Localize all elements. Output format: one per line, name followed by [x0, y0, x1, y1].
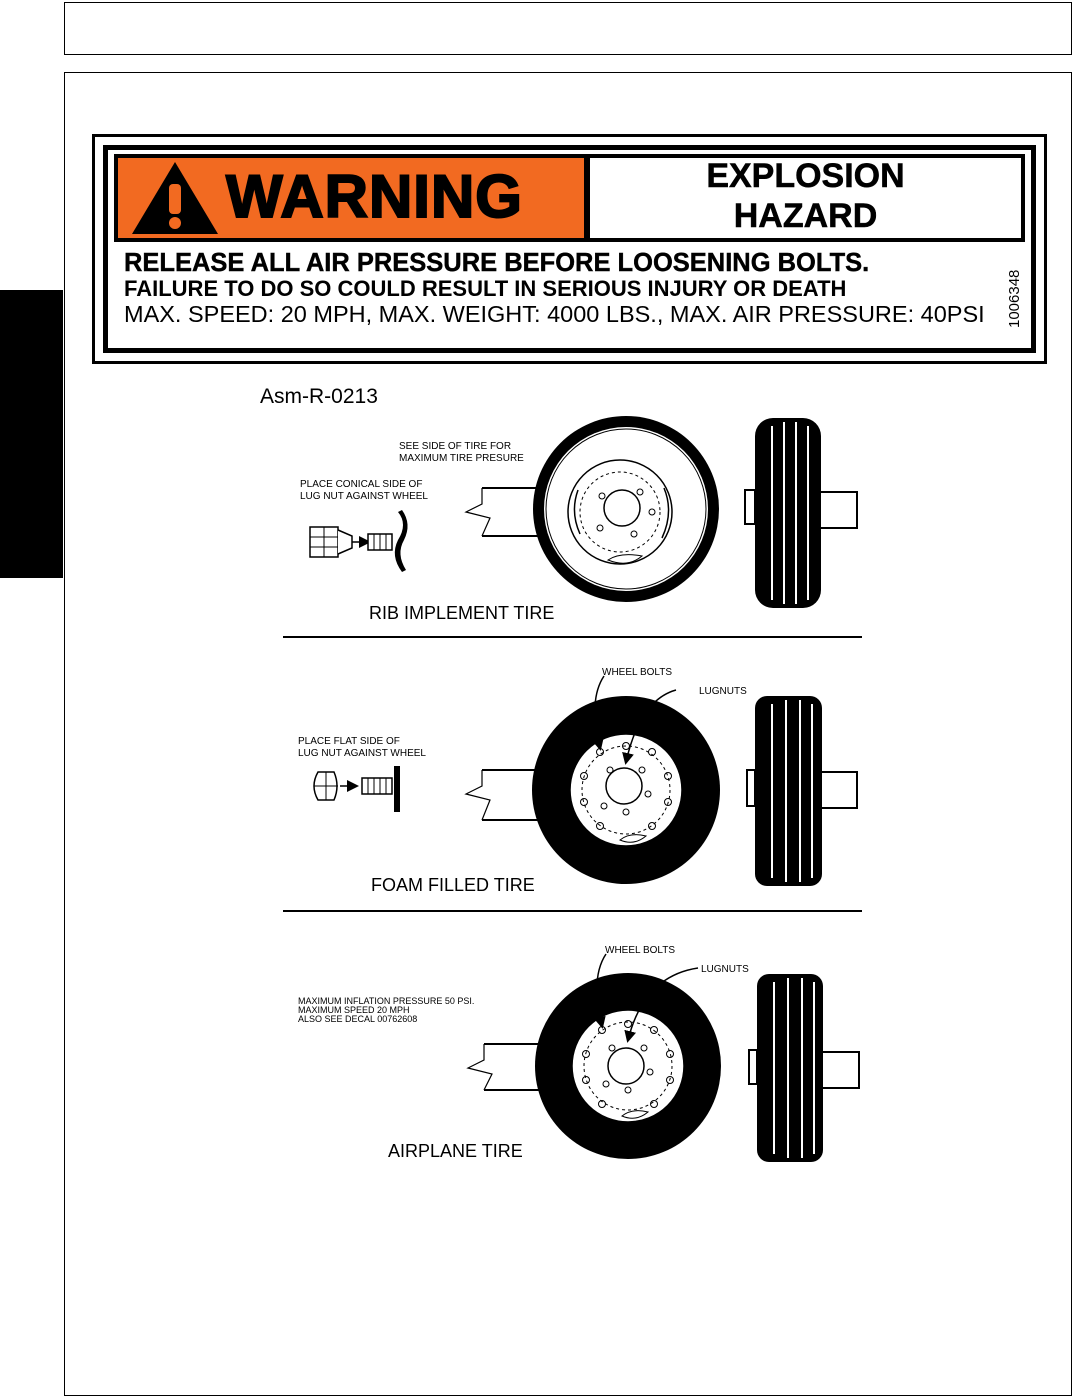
rib-note-pressure-2: MAXIMUM TIRE PRESURE: [399, 453, 524, 464]
airplane-tire-group: [468, 954, 859, 1162]
foam-note-lugnut-2: LUG NUT AGAINST WHEEL: [298, 748, 426, 759]
rib-note-lugnut-1: PLACE CONICAL SIDE OF: [300, 479, 423, 490]
airplane-lugnuts-label: LUGNUTS: [701, 964, 749, 975]
airplane-note-2: MAXIMUM SPEED 20 MPH: [298, 1005, 410, 1015]
hazard-title-line1: EXPLOSION: [706, 157, 905, 195]
airplane-note-1: MAXIMUM INFLATION PRESSURE 50 PSI.: [298, 996, 475, 1006]
foam-note-lugnut-1: PLACE FLAT SIDE OF: [298, 736, 400, 747]
airplane-note-3: ALSO SEE DECAL 00762608: [298, 1014, 418, 1024]
rib-tire-title: RIB IMPLEMENT TIRE: [369, 603, 555, 623]
signal-word: WARNING: [226, 163, 523, 230]
hazard-title-line2: HAZARD: [733, 197, 878, 235]
foam-wheel-bolts-label: WHEEL BOLTS: [602, 667, 673, 678]
foam-tire-title: FOAM FILLED TIRE: [371, 875, 535, 895]
decal-limits: MAX. SPEED: 20 MPH, MAX. WEIGHT: 4000 LBS., MAX. AIR PRESSURE: 40PSI: [124, 301, 985, 327]
foam-tire-group: [283, 676, 862, 911]
decal-consequence: FAILURE TO DO SO COULD RESULT IN SERIOUS INJURY OR DEATH: [124, 276, 847, 301]
foam-lugnuts-label: LUGNUTS: [699, 686, 747, 697]
figure-label: Asm-R-0213: [260, 385, 378, 408]
airplane-wheel-bolts-label: WHEEL BOLTS: [605, 945, 676, 956]
decal-instruction: RELEASE ALL AIR PRESSURE BEFORE LOOSENING BOLTS.: [124, 249, 870, 277]
decal-part-number-text: 1006348: [1006, 269, 1023, 328]
rib-note-lugnut-2: LUG NUT AGAINST WHEEL: [300, 491, 428, 502]
rib-note-pressure-1: SEE SIDE OF TIRE FOR: [399, 441, 512, 452]
rib-tire-tread: [755, 418, 821, 608]
airplane-tire-title: AIRPLANE TIRE: [388, 1141, 523, 1161]
